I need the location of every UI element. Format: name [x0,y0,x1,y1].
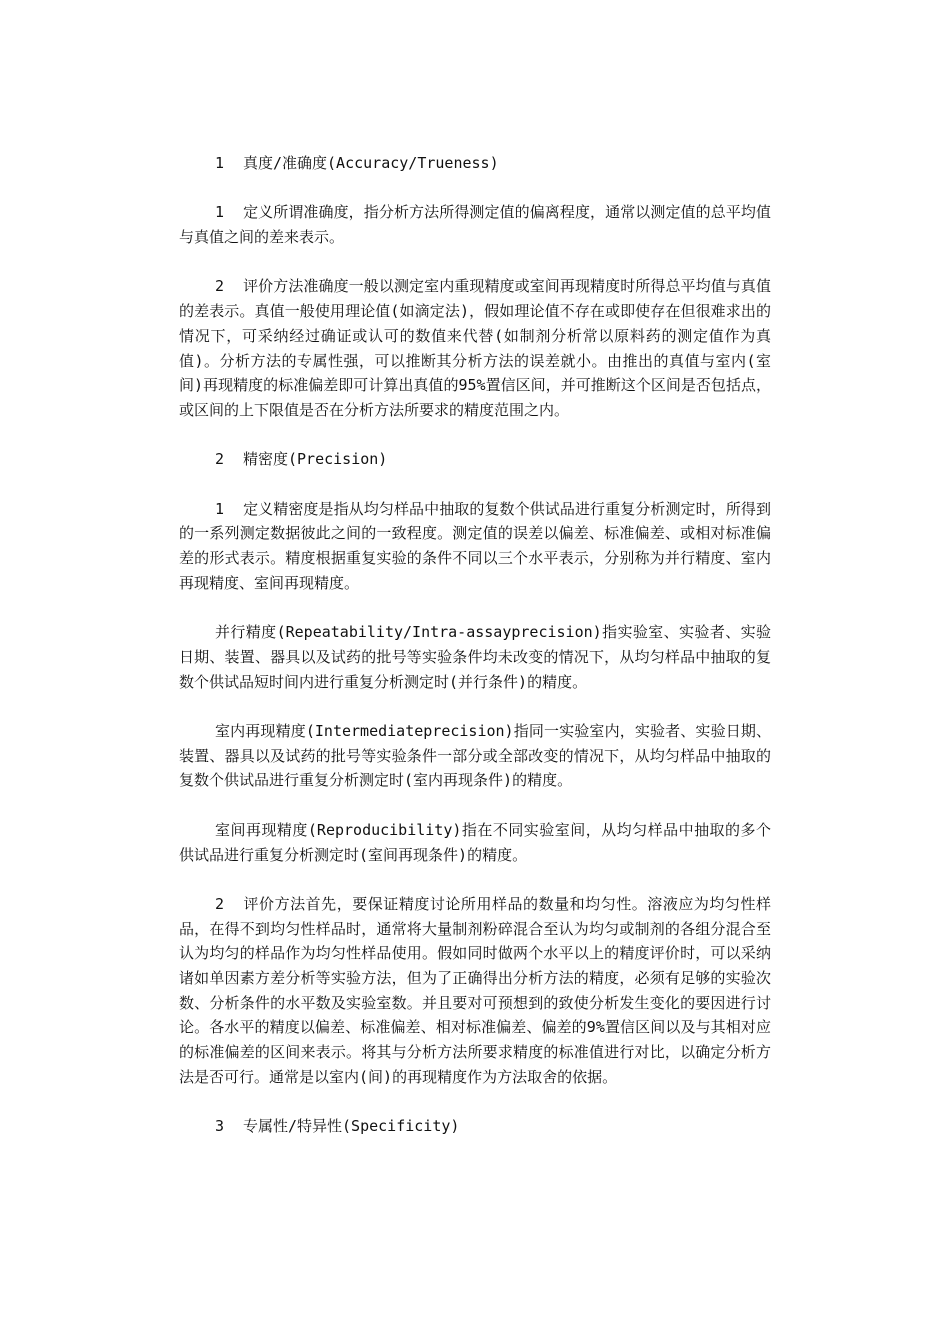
paragraph [179,892,771,1090]
paragraph [179,620,771,694]
section-number: 2 [215,450,225,469]
paragraph-text: 定义精密度是指从均匀样品中抽取的复数个供试品进行重复分析测定时，所得到的一系列测定数据彼此之间的一致程度。测定值的误差以偏差、标准偏差、或相对标准偏差的形式表示。精度根据重复实验的条件不同以三个水平表示，分别称为并行精度、室内再现精度、室间再现精度。 [179,499,771,592]
section-title: 真度/准确度(Accuracy/Trueness) [243,154,499,172]
section-heading [179,447,771,472]
paragraph [179,719,771,793]
section-title: 精密度(Precision) [243,450,388,469]
paragraph-number: 1 [215,499,225,518]
section-number: 3 [215,1117,225,1136]
paragraph-text: 评价方法首先，要保证精度讨论所用样品的数量和均匀性。溶液应为均匀性样品，在得不到均匀性样品时，通常将大量制剂粉碎混合至认为均匀或制剂的各组分混合至认为均匀的样品作为均匀性样品使用。假如同时做两个水平以上的精度评价时，可以采纳诸如单因素方差分析等实验方法，但为了正确得出分析方法的精度，必须有足够的实验次数、分析条件的水平数及实验室数。并且要对可预想到的致使分析发生变化的要因进行讨论。各水平的精度以偏差、标准偏差、相对标准偏差、偏差的9%置信区间以及与其相对应的标准偏差的区间来表示。将其与分析方法所要求精度的标准值进行对比，以确定分析方法是否可行。通常是以室内(间)的再现精度作为方法取舍的依据。 [179,894,771,1086]
paragraph-number: 2 [215,277,225,296]
paragraph [179,497,771,596]
paragraph-text: 室内再现精度(Intermediateprecision)指同一实验室内，实验者、实验日期、装置、器具以及试药的批号等实验条件一部分或全部改变的情况下，从均匀样品中抽取的复数个供试品进行重复分析测定时(室内再现条件)的精度。 [179,722,771,790]
paragraph [179,274,771,422]
paragraph-text: 评价方法准确度一般以测定室内重现精度或室间再现精度时所得总平均值与真值的差表示。真值一般使用理论值(如滴定法)，假如理论值不存在或即使存在但很难求出的情况下，可采纳经过确证或认可的数值来代替(如制剂分析常以原料药的测定值作为真值)。分析方法的专属性强，可以推断其分析方法的误差就小。由推出的真值与室内(室间)再现精度的标准偏差即可计算出真值的95%置信区间，并可推断这个区间是否包括点，或区间的上下限值是否在分析方法所要求的精度范围之内。 [179,277,771,419]
section-title: 专属性/特异性(Specificity) [243,1117,460,1136]
paragraph-text: 室间再现精度(Reproducibility)指在不同实验室间，从均匀样品中抽取的多个供试品进行重复分析测定时(室间再现条件)的精度。 [179,820,771,864]
paragraph-number: 2 [215,894,225,913]
paragraph [179,818,771,867]
paragraph-text: 定义所谓准确度，指分析方法所得测定值的偏离程度，通常以测定值的总平均值与真值之间的差来表示。 [179,203,771,247]
document-body [179,151,771,1164]
paragraph-number: 1 [215,203,225,222]
section-heading [179,151,771,176]
section-number: 1 [215,154,225,172]
paragraph [179,200,771,249]
section-heading [179,1114,771,1139]
paragraph-text: 并行精度(Repeatability/Intra-assayprecision)指实验室、实验者、实验日期、装置、器具以及试药的批号等实验条件均未改变的情况下，从均匀样品中抽取的复数个供试品短时间内进行重复分析测定时(并行条件)的精度。 [179,623,771,691]
